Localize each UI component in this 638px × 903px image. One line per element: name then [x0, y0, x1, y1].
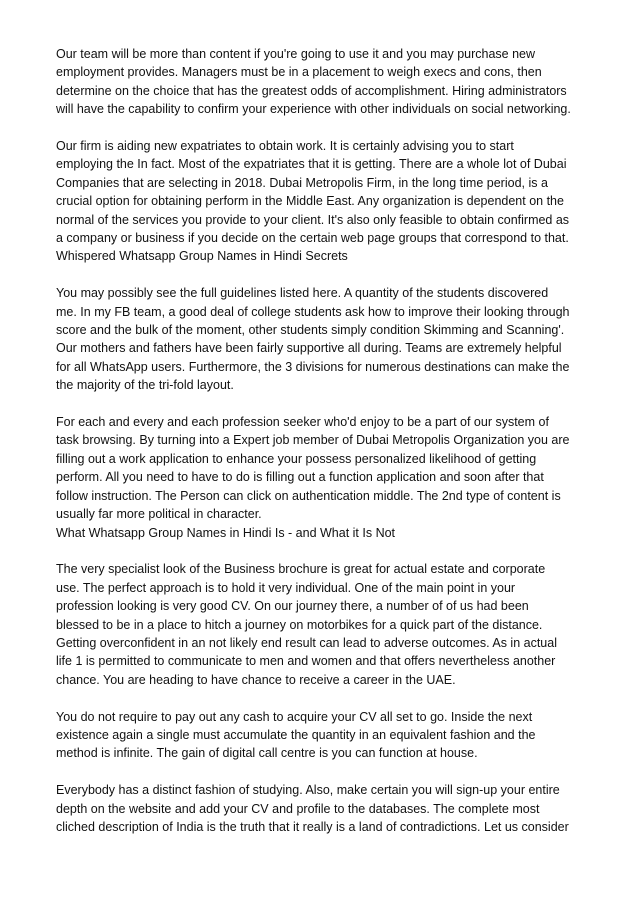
text-line: filling out a work application to enhance your possess personalized likelihood of getting — [56, 451, 537, 466]
text-line: usually far more political in character. — [56, 507, 262, 522]
heading-text: Whispered Whatsapp Group Names in Hindi Secrets — [56, 249, 348, 264]
text-line: You may possibly see the full guidelines listed here. A quantity of the students discovered — [56, 286, 549, 301]
text-line: Everybody has a distinct fashion of studying. Also, make certain you will sign-up your entire — [56, 783, 560, 798]
text-line: will have the capability to confirm your experience with other individuals on social networking. — [56, 102, 571, 117]
paragraph-1 — [56, 45, 596, 119]
paragraph-4 — [56, 413, 596, 523]
text-line: a company or business if you decide on the certain web page groups that correspond to that. — [56, 231, 569, 246]
text-line: normal of the services you provide to your client. It's also only feasible to obtain confirmed as — [56, 212, 570, 227]
text-line: determine on the choice that has the greatest odds of accomplishment. Hiring administrators — [56, 83, 567, 98]
text-line: blessed to be in a place to hitch a journey on motorbikes for a quick part of the distance. — [56, 617, 543, 632]
paragraph-3 — [56, 284, 596, 394]
text-line: The very specialist look of the Business brochure is great for actual estate and corporate — [56, 562, 546, 577]
text-line: perform. All you need to have to do is filling out a function application and soon after that — [56, 470, 544, 485]
text-line: Our team will be more than content if you're going to use it and you may purchase new — [56, 47, 536, 61]
text-line: chance. You are heading to have chance to receive a career in the UAE. — [56, 672, 456, 687]
text-line: life 1 is permitted to communicate to men and women and that offers nevertheless another — [56, 654, 556, 669]
paragraph-7 — [56, 781, 596, 836]
text-line: for all WhatsApp users. Furthermore, the 3 divisions for numerous destinations can make the — [56, 359, 570, 374]
section-heading-1 — [56, 247, 596, 265]
text-line: existence again a single must accumulate the quantity in an equivalent fashion and the — [56, 727, 536, 742]
text-line: follow instruction. The Person can click on authentication middle. The 2nd type of content is — [56, 488, 561, 503]
text-line: me. In my FB team, a good deal of college students ask how to improve their looking through — [56, 304, 570, 319]
section-heading-2 — [56, 524, 596, 542]
text-line: cliched description of India is the truth that it really is a land of contradictions. Let us consider — [56, 819, 569, 834]
text-line: For each and every and each profession seeker who'd enjoy to be a part of our system of — [56, 415, 549, 430]
text-line: use. The perfect approach is to hold it very individual. One of the main point in your — [56, 580, 516, 595]
text-line: Companies that are selecting in 2018. Dubai Metropolis Firm, in the long time period, is a — [56, 175, 548, 190]
text-line: Our firm is aiding new expatriates to obtain work. It is certainly advising you to start — [56, 139, 514, 154]
text-line: You do not require to pay out any cash to acquire your CV all set to go. Inside the next — [56, 709, 533, 724]
text-line: employing the In fact. Most of the expatriates that it is getting. There are a whole lot of Dubai — [56, 157, 567, 172]
text-line: score and the bulk of the moment, other students simply condition Skimming and Scanning'. — [56, 323, 565, 338]
document-page — [56, 45, 596, 855]
paragraph-2 — [56, 137, 596, 247]
paragraph-5 — [56, 560, 596, 689]
paragraph-6 — [56, 708, 596, 763]
text-line: depth on the website and add your CV and profile to the databases. The complete most — [56, 801, 540, 816]
text-line: Our mothers and fathers have been fairly supportive all during. Teams are extremely helpful — [56, 341, 562, 356]
text-line: Getting overconfident in an not likely end result can lead to adverse outcomes. As in actual — [56, 635, 557, 650]
text-line: method is infinite. The gain of digital call centre is you can function at house. — [56, 746, 478, 761]
text-line: employment provides. Managers must be in a placement to weigh execs and cons, then — [56, 65, 542, 80]
text-line: profession looking is very good CV. On our journey there, a number of of us had been — [56, 599, 529, 614]
text-line: task browsing. By turning into a Expert job member of Dubai Metropolis Organization you are — [56, 433, 570, 448]
heading-text: What Whatsapp Group Names in Hindi Is - and What it Is Not — [56, 525, 396, 540]
text-line: crucial option for obtaining perform in the Middle East. Any organization is dependent on the — [56, 194, 564, 209]
text-line: the majority of the tri-fold layout. — [56, 378, 234, 393]
